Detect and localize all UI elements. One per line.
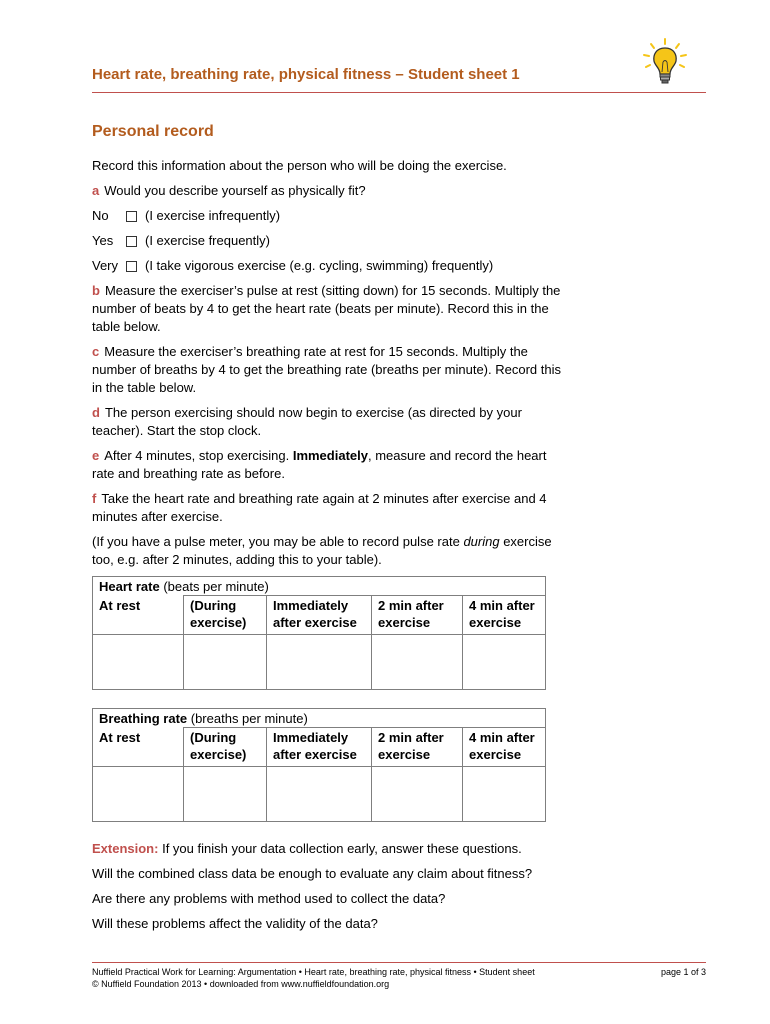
note-italic: during xyxy=(463,534,500,549)
table-title-bold: Heart rate xyxy=(99,579,160,594)
table-row xyxy=(93,635,546,690)
input-cell[interactable] xyxy=(267,767,372,822)
option-yes xyxy=(92,232,562,250)
question-text: Take the heart rate and breathing rate again at 2 minutes after exercise and 4 minutes after exercise. xyxy=(92,491,547,524)
page-number: page 1 of 3 xyxy=(660,967,706,977)
input-cell[interactable] xyxy=(463,767,546,822)
intro-text: Record this information about the person who will be doing the exercise. xyxy=(92,158,507,173)
option-text: (I exercise frequently) xyxy=(145,233,270,248)
column-header: (During exercise) xyxy=(184,596,267,635)
input-cell[interactable] xyxy=(463,635,546,690)
column-header: 2 min after exercise xyxy=(372,728,463,767)
question-text: Measure the exerciser’s pulse at rest (sitting down) for 15 seconds. Multiply the number of beats by 4 to get the heart rate (beats per minute). Record this in the table below. xyxy=(92,283,561,334)
question-letter: b xyxy=(92,283,100,298)
column-header: 4 min after exercise xyxy=(463,596,546,635)
input-cell[interactable] xyxy=(267,635,372,690)
input-cell[interactable] xyxy=(93,767,184,822)
lightbulb-icon xyxy=(640,37,690,87)
table-title-unit: (breaths per minute) xyxy=(187,711,308,726)
page-footer xyxy=(92,962,706,990)
table-title-unit: (beats per minute) xyxy=(159,579,269,594)
option-label: Yes xyxy=(92,233,114,248)
breathing-rate-table xyxy=(92,708,546,822)
option-no xyxy=(92,207,562,225)
question-text: Would you describe yourself as physically fit? xyxy=(104,183,366,198)
table-title xyxy=(93,709,546,728)
checkbox-very[interactable] xyxy=(126,261,137,272)
question-text-pre: After 4 minutes, stop exercising. xyxy=(104,448,293,463)
input-cell[interactable] xyxy=(93,635,184,690)
pulse-meter-note xyxy=(92,533,562,569)
column-header: 4 min after exercise xyxy=(463,728,546,767)
input-cell[interactable] xyxy=(184,767,267,822)
extension-text: If you finish your data collection early, answer these questions. xyxy=(158,841,522,856)
question-c xyxy=(92,343,562,397)
column-header: (During exercise) xyxy=(184,728,267,767)
heart-rate-table xyxy=(92,576,546,690)
question-letter: e xyxy=(92,448,100,463)
section-title: Personal record xyxy=(92,123,214,140)
worksheet-body xyxy=(92,157,562,940)
column-header: At rest xyxy=(93,728,184,767)
option-label: No xyxy=(92,208,109,223)
question-f xyxy=(92,490,562,526)
column-header: 2 min after exercise xyxy=(372,596,463,635)
question-text-bold: Immediately xyxy=(292,448,368,463)
extension-intro xyxy=(92,840,562,858)
extension-question: Are there any problems with method used to collect the data? xyxy=(92,891,446,906)
question-text: Measure the exerciser’s breathing rate at rest for 15 seconds. Multiply the number of breaths by 4 to get the breathing rate (breaths per minute). Record this in the table below. xyxy=(92,344,561,395)
table-row xyxy=(93,767,546,822)
option-text: (I take vigorous exercise (e.g. cycling, swimming) frequently) xyxy=(145,258,494,273)
question-letter: d xyxy=(92,405,100,420)
question-e xyxy=(92,447,562,483)
header-title: Heart rate, breathing rate, physical fitness – Student sheet 1 xyxy=(92,66,520,83)
checkbox-no[interactable] xyxy=(126,211,137,222)
note-post: exercise too, e.g. after 2 minutes, adding this to your table). xyxy=(92,534,552,567)
note-pre: (If you have a pulse meter, you may be able to record pulse rate xyxy=(92,534,464,549)
column-header: Immediately after exercise xyxy=(267,728,372,767)
table-title xyxy=(93,577,546,596)
input-cell[interactable] xyxy=(184,635,267,690)
footer-line-2: © Nuffield Foundation 2013 • downloaded from www.nuffieldfoundation.org xyxy=(92,979,390,989)
option-very xyxy=(92,257,562,275)
extension-question: Will the combined class data be enough to evaluate any claim about fitness? xyxy=(92,866,533,881)
question-b xyxy=(92,282,562,336)
question-a xyxy=(92,182,562,200)
page-header xyxy=(92,66,706,93)
input-cell[interactable] xyxy=(372,635,463,690)
question-letter: a xyxy=(92,183,100,198)
question-text: The person exercising should now begin to exercise (as directed by your teacher). Start the stop clock. xyxy=(92,405,522,438)
column-header: Immediately after exercise xyxy=(267,596,372,635)
question-text-post: , measure and record the heart rate and breathing rate as before. xyxy=(92,448,547,481)
option-text: (I exercise infrequently) xyxy=(145,208,281,223)
extension-question: Will these problems affect the validity of the data? xyxy=(92,916,378,931)
question-letter: f xyxy=(92,491,97,506)
option-label: Very xyxy=(92,258,119,273)
table-title-bold: Breathing rate xyxy=(99,711,188,726)
extension-label: Extension: xyxy=(92,841,159,856)
input-cell[interactable] xyxy=(372,767,463,822)
checkbox-yes[interactable] xyxy=(126,236,137,247)
question-letter: c xyxy=(92,344,100,359)
footer-line-1: Nuffield Practical Work for Learning: Argumentation • Heart rate, breathing rate, physical fitness • Student sheet xyxy=(92,967,535,977)
column-header: At rest xyxy=(93,596,184,635)
question-d xyxy=(92,404,562,440)
